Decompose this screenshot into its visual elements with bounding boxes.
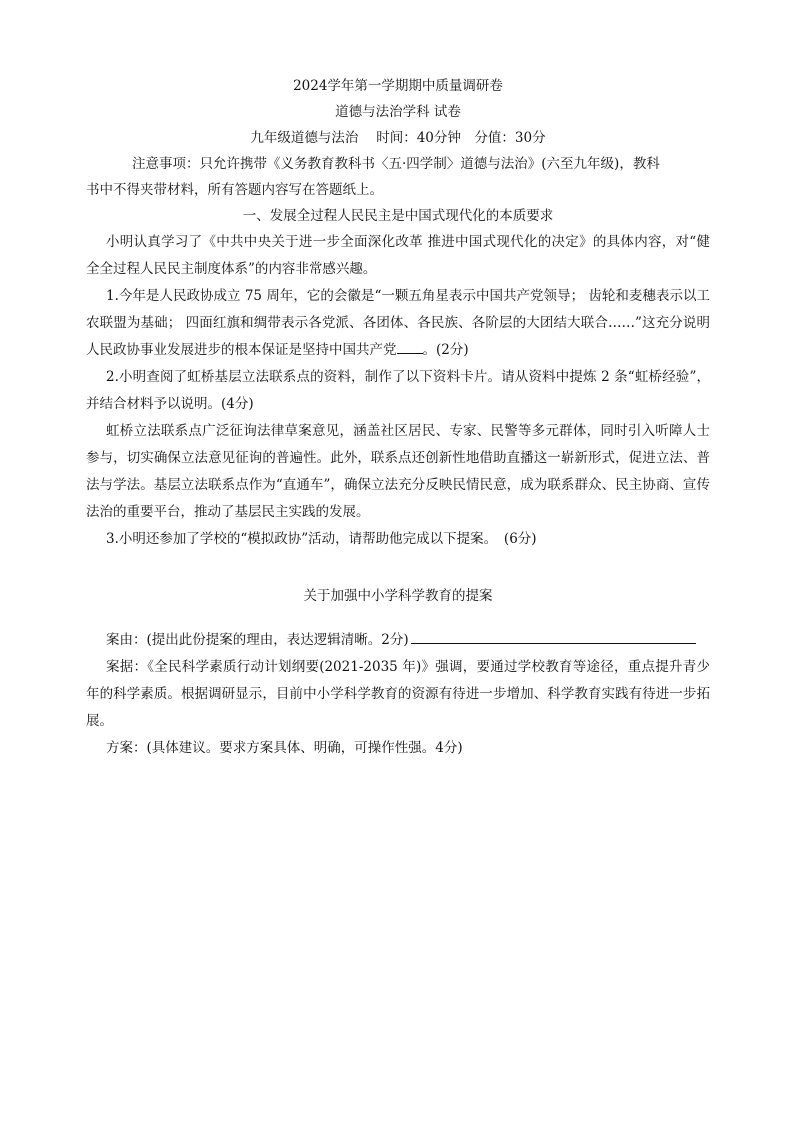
question-1-score: 。(2分) bbox=[422, 342, 469, 358]
notice-line-2: 书中不得夹带材料，所有答题内容写在答题纸上。 bbox=[86, 182, 383, 198]
question-2: 2.小明查阅了虹桥基层立法联系点的资料，制作了以下资料卡片。请从资料中提炼 2 条“虹桥经验”，并结合材料予以说明。(4分) bbox=[86, 369, 710, 412]
exam-info: 九年级道德与法治 时间：40分钟 分值：30分 bbox=[250, 130, 546, 146]
proposal-reason-text: 案由：(提出此份提案的理由，表达逻辑清晰。2分) bbox=[106, 632, 409, 648]
section-heading: 一、发展全过程人民民主是中国式现代化的本质要求 bbox=[242, 208, 554, 224]
section-intro: 小明认真学习了《中共中央关于进一步全面深化改革 推进中国式现代化的决定》的具体内容，对“健全全过程人民民主制度体系”的内容非常感兴趣。 bbox=[86, 234, 710, 277]
exam-title: 2024学年第一学期期中质量调研卷 bbox=[293, 78, 503, 94]
reason-answer-line bbox=[411, 629, 696, 644]
question-2-material: 虹桥立法联系点广泛征询法律草案意见，涵盖社区居民、专家、民警等多元群体，同时引入听障人士参与，切实确保立法意见征询的普遍性。此外，联系点还创新性地借助直播这一崭新形式，促进立法、普法与学法。基层立法联系点作为“直通车”，确保立法充分反映民情民意，成为联系群众、民主协商、宣传法治的重要平台，推动了基层民主实践的发展。 bbox=[86, 423, 710, 520]
proposal-reason bbox=[86, 627, 710, 654]
answer-blank bbox=[397, 339, 423, 354]
exam-page bbox=[86, 73, 710, 762]
notice-line-1: 注意事项：只允许携带《义务教育教科书〈五·四学制〉道德与法治》(六至九年级)，教科 bbox=[132, 156, 660, 172]
question-1 bbox=[86, 283, 710, 364]
question-3: 3.小明还参加了学校的“模拟政协”活动，请帮助他完成以下提案。 (6分) bbox=[106, 531, 537, 547]
exam-subject: 道德与法治学科 试卷 bbox=[335, 104, 461, 120]
question-1-text: 1.今年是人民政协成立 75 周年，它的会徽是“一颗五角星表示中国共产党领导； 齿轮和麦穗表示以工农联盟为基础； 四面红旗和绸带表示各党派、各团体、各民族、各阶层的大团结大联合……”这充分说明人民政协事业发展进步的根本保证是坚持中国共产党 bbox=[86, 288, 710, 358]
proposal-title: 关于加强中小学科学教育的提案 bbox=[303, 588, 493, 604]
proposal-basis: 案据：《全民科学素质行动计划纲要(2021-2035 年)》强调，要通过学校教育等途径，重点提升青少年的科学素质。根据调研显示，目前中小学科学教育的资源有待进一步增加、科学教育实践有待进一步拓展。 bbox=[86, 659, 710, 729]
proposal-plan: 方案：(具体建议。要求方案具体、明确，可操作性强。4分) bbox=[106, 740, 463, 756]
